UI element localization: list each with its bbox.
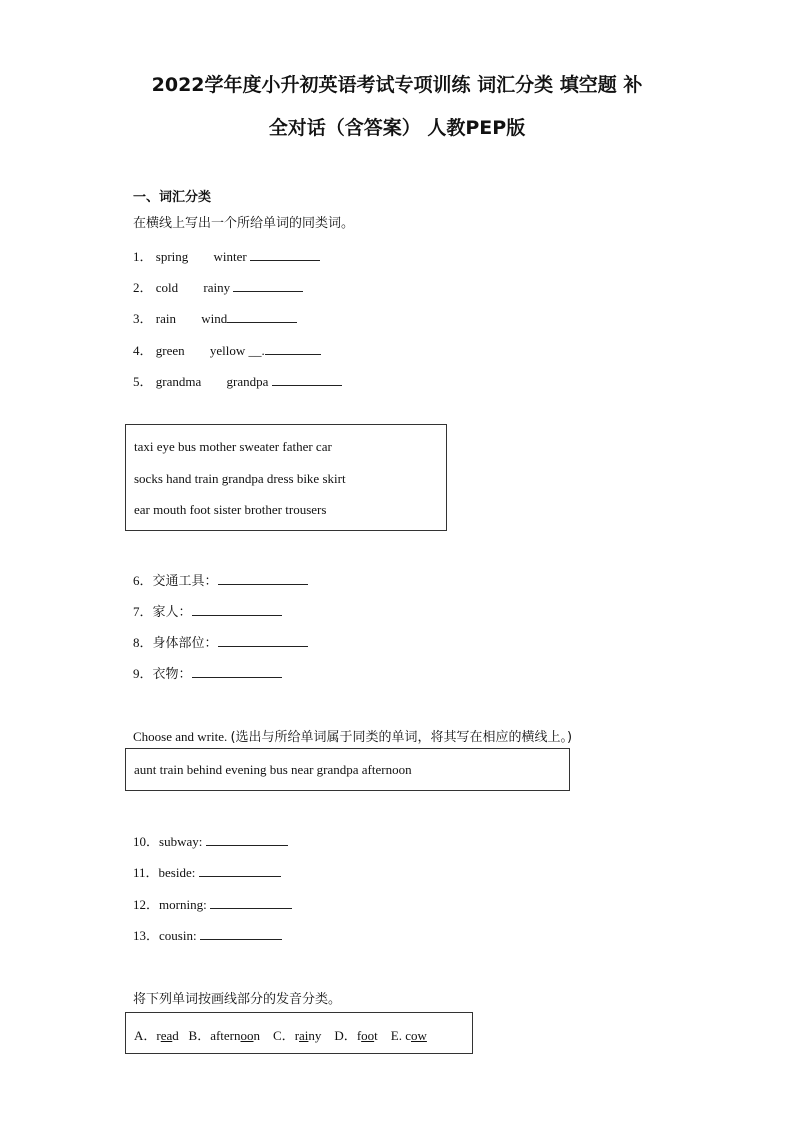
word-bank-row: socks hand train grandpa dress bike skirt — [134, 471, 346, 486]
option-b: B．afternoon — [188, 1028, 261, 1043]
category-label: 身体部位： — [152, 636, 218, 651]
question-9 — [133, 663, 282, 682]
question-11 — [133, 862, 281, 881]
word-b: yellow — [209, 343, 246, 358]
question-number: 13． — [133, 928, 160, 943]
section2-instruction — [133, 726, 572, 745]
word-b: grandpa — [226, 374, 269, 389]
question-6 — [133, 570, 308, 589]
question-10 — [133, 831, 288, 850]
answer-blank[interactable] — [233, 279, 303, 292]
question-3 — [133, 308, 297, 327]
word-a: rain — [155, 311, 176, 326]
word-bank-row: ear mouth foot sister brother trousers — [134, 502, 327, 517]
answer-blank[interactable] — [218, 634, 308, 647]
given-word: morning: — [159, 897, 207, 912]
category-label: 衣物： — [152, 667, 192, 682]
question-number: 3． — [133, 311, 153, 326]
option-d: D．foot — [334, 1028, 378, 1043]
answer-blank[interactable] — [265, 342, 321, 355]
word-a: cold — [155, 280, 179, 295]
question-4 — [133, 340, 321, 359]
answer-prefix: __. — [248, 343, 265, 358]
question-number: 9． — [133, 666, 153, 681]
option-a: A．read — [134, 1028, 179, 1043]
question-number: 12． — [133, 897, 160, 912]
answer-blank[interactable] — [200, 927, 282, 940]
word-b: rainy — [203, 280, 231, 295]
instruction-en: Choose and write. — [133, 729, 228, 744]
phonics-options-row — [134, 1025, 427, 1044]
given-word: cousin: — [159, 928, 197, 943]
word-bank-box — [125, 424, 447, 531]
answer-blank[interactable] — [250, 248, 320, 261]
question-8 — [133, 632, 308, 651]
question-number: 8． — [133, 635, 153, 650]
question-number: 7． — [133, 604, 153, 619]
question-2 — [133, 277, 303, 296]
category-label: 家人： — [152, 605, 192, 620]
question-number: 2． — [133, 280, 153, 295]
phonics-options-box — [125, 1012, 473, 1054]
answer-blank[interactable] — [192, 603, 282, 616]
question-5 — [133, 371, 342, 390]
question-7 — [133, 601, 282, 620]
word-a: spring — [155, 249, 189, 264]
word-b: winter — [213, 249, 247, 264]
word-bank-box-2 — [125, 748, 570, 791]
answer-blank[interactable] — [210, 896, 292, 909]
page-title-line1: 2022学年度小升初英语考试专项训练 词汇分类 填空题 补 — [151, 74, 643, 96]
question-number: 4． — [133, 343, 153, 358]
page-title-line2: 全对话（含答案） 人教PEP版 — [268, 117, 526, 139]
question-number: 6． — [133, 573, 153, 588]
question-number: 5． — [133, 374, 153, 389]
question-12 — [133, 894, 292, 913]
category-label: 交通工具： — [152, 574, 218, 589]
section1-instruction: 在横线上写出一个所给单词的同类词。 — [133, 216, 355, 231]
question-number: 1． — [133, 249, 153, 264]
instruction-cn: (选出与所给单词属于同类的单词，将其写在相应的横线上。) — [230, 730, 573, 745]
given-word: beside: — [158, 865, 196, 880]
question-13 — [133, 925, 282, 944]
section1-heading: 一、词汇分类 — [133, 190, 212, 205]
answer-blank[interactable] — [206, 833, 288, 846]
question-number: 11． — [133, 865, 159, 880]
word-bank-row: aunt train behind evening bus near grandpa afternoon — [134, 762, 412, 777]
answer-blank[interactable] — [192, 665, 282, 678]
section3-instruction: 将下列单词按画线部分的发音分类。 — [133, 992, 342, 1007]
word-bank-row: taxi eye bus mother sweater father car — [134, 439, 332, 454]
option-c: C．rainy — [273, 1028, 322, 1043]
answer-blank[interactable] — [227, 310, 297, 323]
question-number: 10． — [133, 834, 160, 849]
answer-blank[interactable] — [218, 572, 308, 585]
answer-blank[interactable] — [199, 864, 281, 877]
answer-blank[interactable] — [272, 373, 342, 386]
given-word: subway: — [159, 834, 203, 849]
word-a: green — [155, 343, 185, 358]
question-1 — [133, 246, 320, 265]
option-e: E. cow — [390, 1028, 427, 1043]
word-b: wind — [201, 311, 228, 326]
word-a: grandma — [155, 374, 202, 389]
